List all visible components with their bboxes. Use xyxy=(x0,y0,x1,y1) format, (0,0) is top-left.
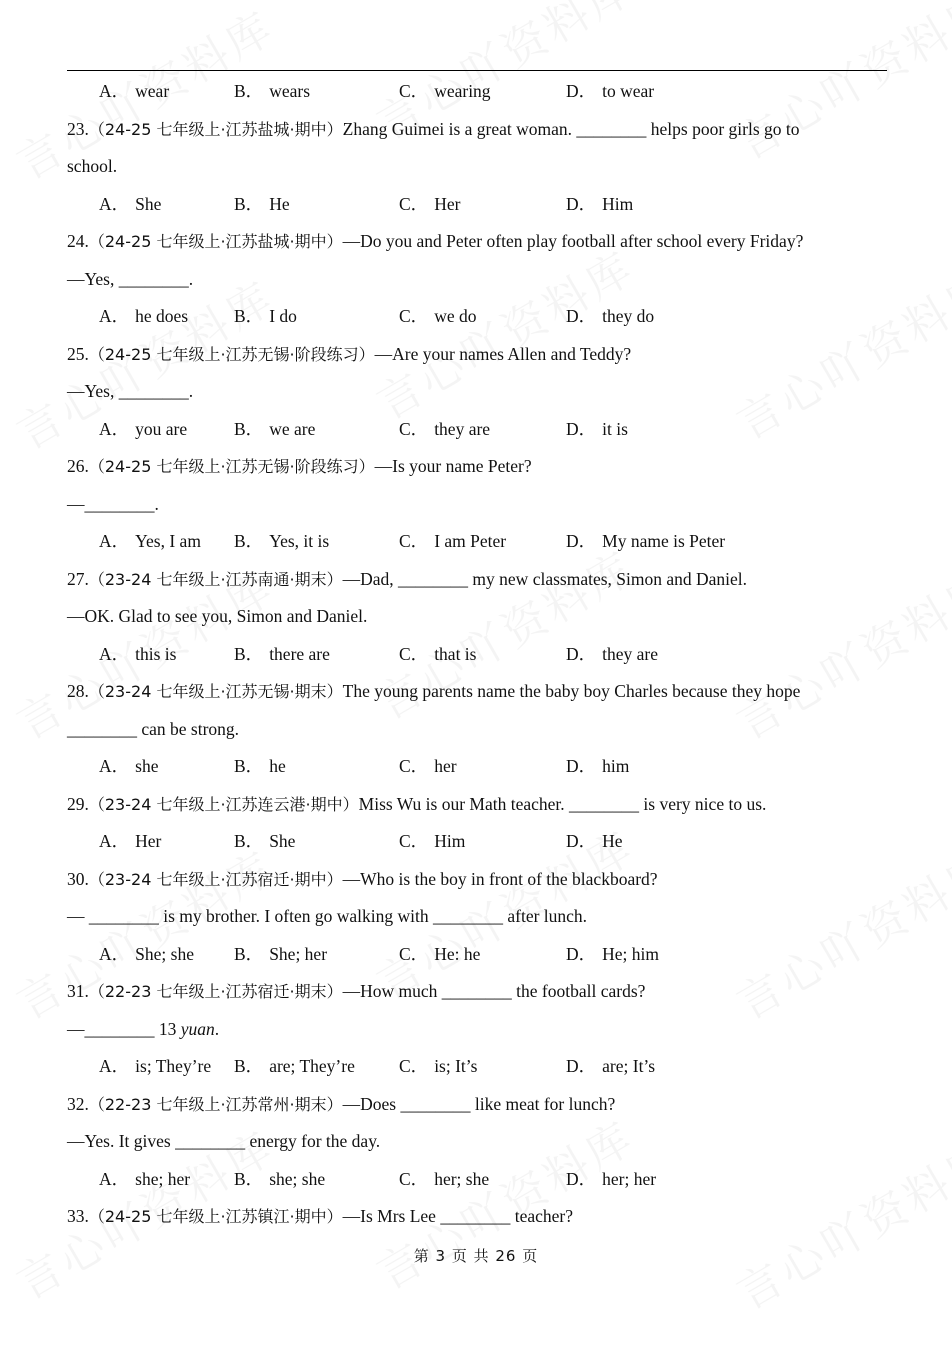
option-text: She xyxy=(135,193,162,214)
option-text: Yes, I am xyxy=(135,531,201,551)
answer-option xyxy=(566,1048,655,1086)
answer-option xyxy=(566,186,633,224)
question-number: 26. xyxy=(67,456,89,476)
option-text: she; she xyxy=(269,1168,326,1189)
option-text: there are xyxy=(269,643,330,664)
question-line xyxy=(67,148,887,186)
option-letter: A． xyxy=(99,756,130,776)
answer-option xyxy=(566,636,658,674)
question-stem xyxy=(67,336,887,374)
option-letter: A． xyxy=(99,531,130,551)
question-line xyxy=(67,898,887,936)
question-number: 30. xyxy=(67,868,89,889)
question-stem xyxy=(67,673,887,711)
option-text: is; They’re xyxy=(135,1056,212,1076)
option-text: you are xyxy=(135,418,188,439)
option-letter: C． xyxy=(399,943,429,964)
answer-option xyxy=(234,936,327,974)
question-text: —Who is the boy in front of the blackboard? xyxy=(342,868,658,889)
option-letter: A． xyxy=(99,1056,130,1076)
answer-options xyxy=(67,748,887,786)
answer-option xyxy=(99,823,161,861)
option-text: are; They’re xyxy=(269,1056,355,1076)
answer-options xyxy=(67,936,887,974)
answer-option xyxy=(234,636,330,674)
option-letter: A． xyxy=(99,306,130,326)
option-letter: B． xyxy=(234,531,264,551)
option-letter: A． xyxy=(99,831,130,851)
answer-option xyxy=(399,298,476,336)
line-text: school. xyxy=(67,156,118,176)
option-letter: C． xyxy=(399,643,429,664)
option-letter: D． xyxy=(566,531,597,551)
line-text-end: . xyxy=(214,1018,220,1039)
answer-option xyxy=(99,298,188,336)
option-letter: C． xyxy=(399,1168,429,1189)
option-text: they are xyxy=(602,643,659,664)
question-number: 25. xyxy=(67,343,89,364)
question-source: （23-24 七年级上·江苏南通·期末） xyxy=(88,569,343,589)
question-source: （24-25 七年级上·江苏无锡·阶段练习） xyxy=(88,344,375,364)
answer-options xyxy=(67,186,887,224)
answer-options xyxy=(67,1161,887,1199)
question-source: （24-25 七年级上·江苏无锡·阶段练习） xyxy=(88,457,375,476)
answer-option xyxy=(399,823,465,861)
question-text: The young parents name the baby boy Charles because they hope xyxy=(342,681,801,701)
option-text: He xyxy=(269,193,290,214)
option-letter: A． xyxy=(99,1168,130,1189)
option-text: she; her xyxy=(135,1168,191,1189)
option-text: I do xyxy=(269,306,297,326)
option-letter: B． xyxy=(234,193,264,214)
option-text: Yes, it is xyxy=(269,531,330,551)
answer-option xyxy=(399,748,457,786)
line-text: —________ 13 xyxy=(67,1018,181,1039)
option-text: She; her xyxy=(269,943,328,964)
answer-options xyxy=(67,823,887,861)
answer-option xyxy=(399,1048,477,1086)
question-text: Zhang Guimei is a great woman. ________ helps poor girls go to xyxy=(342,118,800,139)
option-text: wear xyxy=(135,81,170,101)
question-number: 27. xyxy=(67,568,89,589)
question-text: —Is your name Peter? xyxy=(374,456,532,476)
answer-option xyxy=(234,523,329,561)
answer-option xyxy=(399,411,490,449)
option-letter: D． xyxy=(566,1056,597,1076)
option-text: he does xyxy=(135,306,189,326)
answer-option xyxy=(399,73,491,111)
question-source: （23-24 七年级上·江苏连云港·期中） xyxy=(88,794,359,814)
line-text: —Yes, ________. xyxy=(67,268,194,289)
option-text: her; her xyxy=(602,1168,657,1189)
question-source: （23-24 七年级上·江苏无锡·期末） xyxy=(88,682,343,701)
option-letter: C． xyxy=(399,531,429,551)
option-letter: D． xyxy=(566,81,597,101)
option-letter: C． xyxy=(399,193,429,214)
option-letter: B． xyxy=(234,418,264,439)
question-text: —Do you and Peter often play football after school every Friday? xyxy=(342,231,804,251)
question-line xyxy=(67,261,887,299)
option-letter: A． xyxy=(99,193,130,214)
question-number: 32. xyxy=(67,1093,89,1114)
answer-option xyxy=(566,823,623,861)
option-letter: B． xyxy=(234,756,264,776)
page-footer: 第 3 页 共 26 页 xyxy=(413,1247,539,1265)
option-letter: B． xyxy=(234,831,264,851)
question-number: 24. xyxy=(67,231,89,251)
question-source: （24-25 七年级上·江苏盐城·期中） xyxy=(88,119,343,139)
question-stem xyxy=(67,786,887,824)
answer-option xyxy=(566,73,654,111)
question-number: 23. xyxy=(67,118,89,139)
option-letter: D． xyxy=(566,643,597,664)
question-source: （24-25 七年级上·江苏镇江·期中） xyxy=(88,1207,343,1226)
option-letter: C． xyxy=(399,831,429,851)
option-letter: A． xyxy=(99,81,130,101)
question-stem xyxy=(67,861,887,899)
question-stem xyxy=(67,973,887,1011)
question-line xyxy=(67,1011,887,1049)
option-letter: B． xyxy=(234,306,264,326)
option-text: She xyxy=(269,831,296,851)
line-text: —Yes, ________. xyxy=(67,381,194,401)
answer-option xyxy=(99,636,176,674)
answer-options xyxy=(67,1048,887,1086)
option-text: Him xyxy=(434,831,466,851)
question-line xyxy=(67,486,887,524)
answer-option xyxy=(566,936,659,974)
option-text: wearing xyxy=(434,81,491,101)
answer-option xyxy=(566,298,654,336)
line-text: — ________ is my brother. I often go walking with ________ after lunch. xyxy=(67,906,588,926)
answer-option xyxy=(234,298,297,336)
answer-option xyxy=(99,936,194,974)
option-text: He xyxy=(602,831,623,851)
option-letter: B． xyxy=(234,1168,264,1189)
question-text: —Is Mrs Lee ________ teacher? xyxy=(342,1206,573,1226)
question-line xyxy=(67,373,887,411)
question-text: —How much ________ the football cards? xyxy=(342,981,646,1001)
option-text: him xyxy=(602,756,630,776)
answer-option xyxy=(234,748,286,786)
option-letter: D． xyxy=(566,1168,597,1189)
option-text: we are xyxy=(269,418,316,439)
option-text: Him xyxy=(602,193,634,214)
question-stem xyxy=(67,1198,887,1236)
italic-word: yuan xyxy=(180,1018,215,1039)
answer-options xyxy=(67,73,887,111)
header-rule xyxy=(67,70,887,71)
answer-option xyxy=(566,411,628,449)
option-text: this is xyxy=(135,643,177,664)
answer-option xyxy=(399,523,506,561)
option-text: it is xyxy=(602,418,628,439)
option-letter: D． xyxy=(566,831,597,851)
option-text: her xyxy=(434,756,457,776)
option-letter: A． xyxy=(99,943,130,964)
option-text: She; she xyxy=(135,943,194,964)
question-source: （24-25 七年级上·江苏盐城·期中） xyxy=(88,232,343,251)
question-line xyxy=(67,598,887,636)
answer-option xyxy=(99,411,187,449)
option-letter: D． xyxy=(566,306,597,326)
option-letter: D． xyxy=(566,418,597,439)
option-letter: B． xyxy=(234,943,264,964)
line-text: —________. xyxy=(67,493,159,514)
answer-option xyxy=(234,1161,325,1199)
question-source: （22-23 七年级上·江苏常州·期末） xyxy=(88,1094,343,1114)
line-text: —Yes. It gives ________ energy for the day. xyxy=(67,1131,381,1151)
option-text: are; It’s xyxy=(602,1056,656,1076)
option-text: He; him xyxy=(602,943,660,964)
option-letter: B． xyxy=(234,643,264,664)
option-letter: C． xyxy=(399,81,429,101)
option-text: that is xyxy=(434,643,477,664)
question-source: （22-23 七年级上·江苏宿迁·期末） xyxy=(88,982,343,1001)
answer-option xyxy=(234,73,310,111)
answer-option xyxy=(99,186,161,224)
option-letter: C． xyxy=(399,1056,429,1076)
question-line xyxy=(67,711,887,749)
line-text: —OK. Glad to see you, Simon and Daniel. xyxy=(67,606,368,626)
option-text: Her xyxy=(135,831,162,851)
question-list xyxy=(67,73,887,1236)
answer-option xyxy=(399,936,480,974)
answer-options xyxy=(67,523,887,561)
question-text: —Does ________ like meat for lunch? xyxy=(342,1093,616,1114)
option-text: Her xyxy=(434,193,461,214)
option-letter: D． xyxy=(566,943,597,964)
answer-option xyxy=(234,411,315,449)
question-stem xyxy=(67,1086,887,1124)
option-text: to wear xyxy=(602,81,655,101)
answer-option xyxy=(399,636,476,674)
option-letter: C． xyxy=(399,418,429,439)
answer-options xyxy=(67,411,887,449)
option-letter: C． xyxy=(399,756,429,776)
line-text: ________ can be strong. xyxy=(67,718,240,739)
option-letter: C． xyxy=(399,306,429,326)
option-text: is; It’s xyxy=(434,1056,478,1076)
answer-option xyxy=(399,1161,489,1199)
option-letter: D． xyxy=(566,193,597,214)
question-stem xyxy=(67,111,887,149)
option-letter: B． xyxy=(234,1056,264,1076)
option-text: we do xyxy=(434,306,477,326)
option-text: her; she xyxy=(434,1168,490,1189)
option-letter: D． xyxy=(566,756,597,776)
answer-option xyxy=(99,73,169,111)
answer-option xyxy=(99,523,201,561)
answer-options xyxy=(67,636,887,674)
option-text: My name is Peter xyxy=(602,531,726,551)
question-text: —Dad, ________ my new classmates, Simon and Daniel. xyxy=(342,568,748,589)
option-text: I am Peter xyxy=(434,531,507,551)
option-letter: B． xyxy=(234,81,264,101)
answer-option xyxy=(566,1161,656,1199)
option-text: they are xyxy=(434,418,491,439)
question-stem xyxy=(67,561,887,599)
answer-option xyxy=(399,186,460,224)
option-text: she xyxy=(135,756,159,776)
answer-options xyxy=(67,298,887,336)
option-text: He: he xyxy=(434,943,481,964)
question-text: Miss Wu is our Math teacher. ________ is very nice to us. xyxy=(358,793,767,814)
answer-option xyxy=(234,1048,355,1086)
answer-option xyxy=(99,748,158,786)
answer-option xyxy=(566,523,725,561)
question-source: （23-24 七年级上·江苏宿迁·期中） xyxy=(88,869,343,889)
question-text: —Are your names Allen and Teddy? xyxy=(374,343,632,364)
option-text: he xyxy=(269,756,286,776)
answer-option xyxy=(99,1048,211,1086)
answer-option xyxy=(234,823,295,861)
option-letter: A． xyxy=(99,418,130,439)
question-line xyxy=(67,1123,887,1161)
question-number: 28. xyxy=(67,681,89,701)
answer-option xyxy=(99,1161,190,1199)
answer-option xyxy=(566,748,629,786)
question-number: 31. xyxy=(67,981,89,1001)
option-text: wears xyxy=(269,81,310,101)
answer-option xyxy=(234,186,290,224)
question-number: 29. xyxy=(67,793,89,814)
option-text: they do xyxy=(602,306,655,326)
option-letter: A． xyxy=(99,643,130,664)
question-stem xyxy=(67,448,887,486)
question-number: 33. xyxy=(67,1206,89,1226)
question-stem xyxy=(67,223,887,261)
